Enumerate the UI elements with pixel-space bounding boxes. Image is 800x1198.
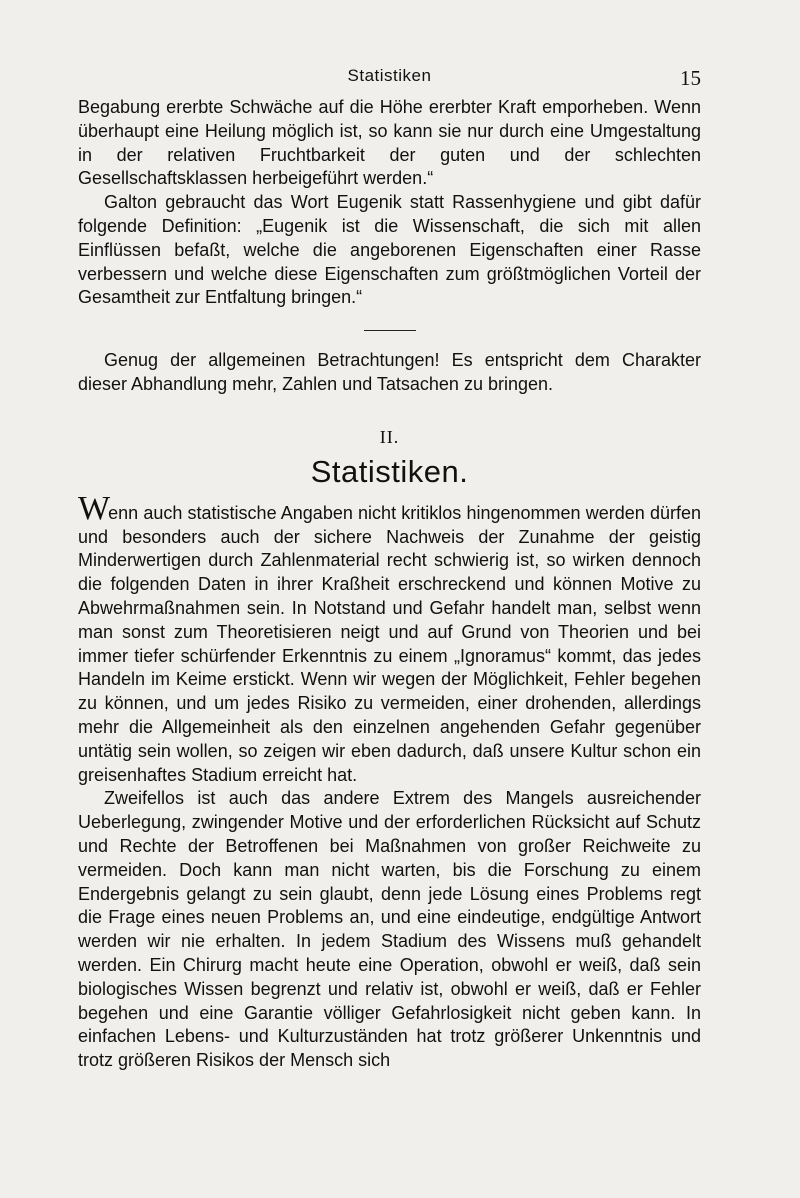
page-number: 15	[680, 66, 701, 90]
paragraph-galton-definition: Galton gebraucht das Wort Eugenik statt Rassenhygiene und gibt dafür folgende Definition: „Eugenik ist die Wissenschaft, die sich mit allen Einflüssen befaßt, welche die angeborenen Eigenschaften einer Rasse verbessern und welche diese Eigenschaften zum größtmöglichen Vorteil der Gesamtheit zur Entfaltung bringen.“	[78, 192, 701, 308]
running-header	[78, 66, 701, 96]
paragraph-transition: Genug der allgemeinen Betrachtungen! Es entspricht dem Charakter dieser Abhandlung mehr, Zahlen und Tatsachen zu bringen.	[78, 350, 701, 394]
paragraph-extremes: Zweifellos ist auch das andere Extrem des Mangels ausreichender Ueberlegung, zwingender Motive und der erforderlichen Rücksicht auf Schutz und Rechte der Betroffenen bei Maßnahmen von großer Reichweite zu vermeiden. Doch kann man nicht warten, bis die Forschung zu einem Endergebnis gelangt zu sein glaubt, denn jede Lösung eines Problems regt die Frage eines neuen Problems an, und eine eindeutige, endgültige Antwort werden wir nie erhalten. In jedem Stadium des Wissens muß gehandelt werden. Ein Chirurg macht heute eine Operation, obwohl er weiß, daß sein biologisches Wissen begrenzt und relativ ist, obwohl er weiß, daß er Fehler begehen und eine Garantie völliger Gefahrlosigkeit nicht geben kann. In einfachen Lebens- und Kulturzuständen hat trotz größerer Unkenntnis und trotz größeren Risikos der Mensch sich	[78, 788, 701, 1071]
paragraph-statistics-intro	[78, 489, 701, 788]
section-divider-rule	[364, 330, 416, 331]
drop-cap: W	[78, 489, 109, 527]
running-title: Statistiken	[347, 66, 432, 85]
section-number: II.	[379, 426, 400, 447]
paragraph-statistics-intro-text: enn auch statistische Angaben nicht kritiklos hingenommen werden dürfen und besonders auch der sichere Nachweis der Zunahme der geistig Minderwertigen durch Zahlenmaterial recht schwierig ist, so wirken dennoch die folgenden Daten in ihrer Kraßheit erschreckend und können Motive zu Abwehrmaßnahmen sein. In Notstand und Gefahr handelt man, selbst wenn man sonst zum Theoretisieren neigt und auf Grund von Theorien und bei immer tiefer schürfender Erkenntnis zu einem „Ignoramus“ kommt, das jedes Handeln im Keime erstickt. Wenn wir wegen der Möglichkeit, Fehler begehen zu können, und um jedes Risiko zu vermeiden, einer drohenden, allerdings mehr die Allgemeinheit als den einzelnen angehenden Gefahr gegenüber untätig sein wollen, so zeigen wir eben dadurch, daß unsere Kultur schon ein greisenhaftes Stadium erreicht hat.	[78, 502, 701, 785]
book-page	[78, 66, 701, 1073]
paragraph-continuation: Begabung ererbte Schwäche auf die Höhe ererbter Kraft emporheben. Wenn überhaupt eine Heilung möglich ist, so kann sie nur durch eine Umgestaltung in der relativen Fruchtbarkeit der guten und der schlechten Gesellschaftsklassen herbeigeführt werden.“	[78, 97, 701, 189]
section-title: Statistiken.	[310, 453, 469, 489]
